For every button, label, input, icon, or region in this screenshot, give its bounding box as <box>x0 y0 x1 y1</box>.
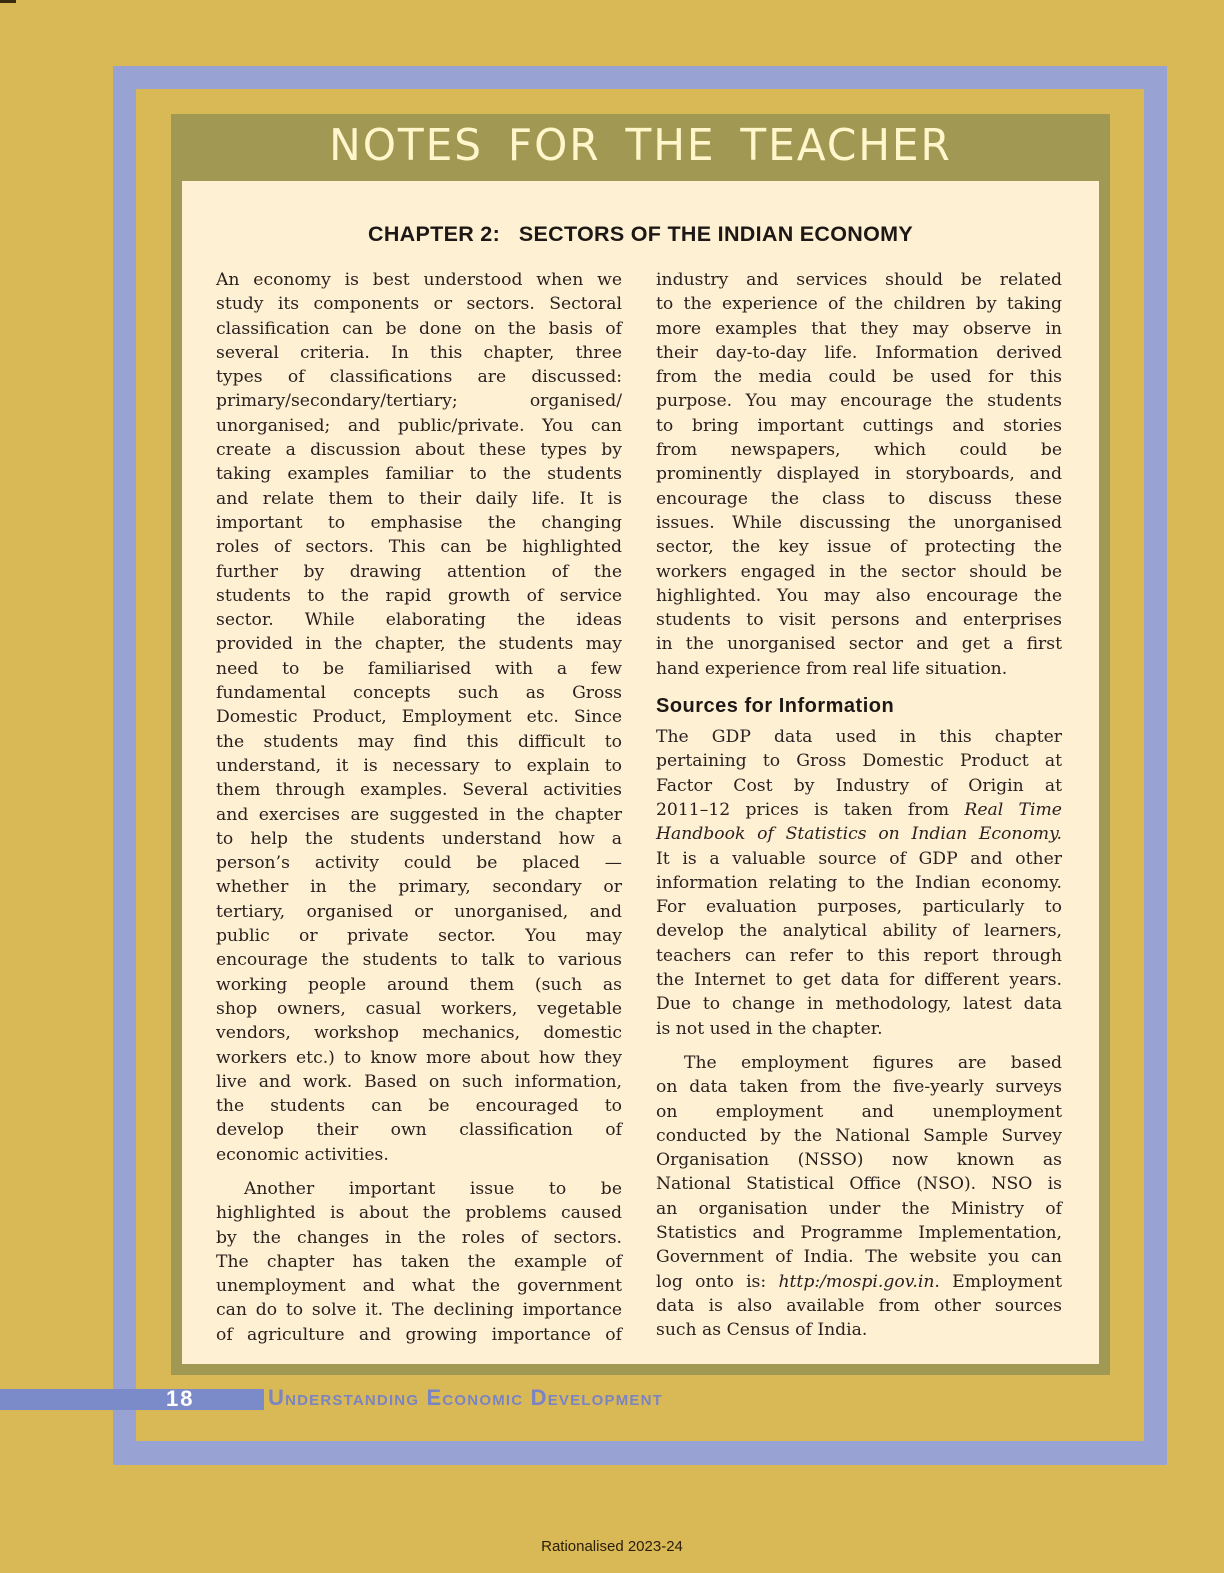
text-line: is not used in the chapter. <box>656 1018 883 1039</box>
text-line: an organisation under the Ministry of <box>656 1198 1062 1219</box>
running-footer-book-title: Understanding Economic Development <box>268 1385 664 1410</box>
book-title-italic: Real Time <box>964 799 1062 820</box>
text-line: whether in the primary, secondary or <box>216 877 622 898</box>
text-line: information relating to the Indian economy. <box>656 872 1062 893</box>
text-line: types of classifications are discussed: <box>216 367 622 388</box>
text-line: study its components or sectors. Sectoral <box>216 294 622 315</box>
text-line: sector. While elaborating the ideas <box>216 610 622 631</box>
text-line: encourage the class to discuss these <box>656 488 1062 509</box>
text-line: and relate them to their daily life. It is <box>216 488 622 509</box>
text-line: on employment and unemployment <box>656 1101 1062 1122</box>
text-line: the students may find this difficult to <box>216 731 622 752</box>
text-line: Another important issue to be <box>244 1178 622 1199</box>
text-line: to bring important cuttings and stories <box>656 415 1062 436</box>
chapter-heading: CHAPTER 2: SECTORS OF THE INDIAN ECONOMY <box>368 222 913 246</box>
text-line: tertiary, organised or unorganised, and <box>216 901 622 922</box>
text-line: understand, it is necessary to explain to <box>216 755 622 776</box>
text-line: develop the analytical ability of learners, <box>656 921 1062 942</box>
text-line: more examples that they may observe in <box>656 318 1062 339</box>
text-fragment: . Employment <box>934 1271 1062 1292</box>
text-line: several criteria. In this chapter, three <box>216 342 622 363</box>
text-line <box>656 1270 1062 1294</box>
left-column <box>216 268 622 1347</box>
crop-mark <box>0 0 16 3</box>
paragraph-gdp-sources <box>656 725 1062 1041</box>
text-line: industry and services should be related <box>656 270 1062 290</box>
text-line <box>656 822 1062 846</box>
text-line: The GDP data used in this chapter <box>656 727 1062 748</box>
text-line: live and work. Based on such information, <box>216 1071 622 1092</box>
rationalised-note: Rationalised 2023-24 <box>541 1538 683 1555</box>
text-line: It is a valuable source of GDP and other <box>656 848 1062 869</box>
text-fragment: log onto is: <box>656 1271 779 1292</box>
website-link[interactable]: http:/mospi.gov.in <box>778 1271 935 1292</box>
sources-heading: Sources for Information <box>656 695 895 718</box>
text-line: hand experience from real life situation. <box>656 658 1008 679</box>
text-line: vendors, workshop mechanics, domestic <box>216 1023 622 1044</box>
text-line: Factor Cost by Industry of Origin at <box>656 775 1062 796</box>
text-line: to help the students understand how a <box>216 828 622 849</box>
text-line: pertaining to Gross Domestic Product at <box>656 751 1062 772</box>
text-line: purpose. You may encourage the students <box>656 391 1062 412</box>
text-line: students to the rapid growth of service <box>216 585 622 606</box>
text-line <box>656 798 1062 822</box>
text-line: workers etc.) to know more about how they <box>216 1047 622 1068</box>
text-line: the students can be encouraged to <box>216 1096 622 1117</box>
paragraph-employment <box>656 1051 1062 1343</box>
text-line: data is also available from other sources <box>656 1295 1062 1316</box>
text-line: by the changes in the roles of sectors. <box>216 1227 622 1248</box>
text-line: need to be familiarised with a few <box>216 658 622 679</box>
text-line: provided in the chapter, the students may <box>216 634 622 655</box>
text-line: unorganised; and public/private. You can <box>216 415 622 436</box>
text-line: fundamental concepts such as Gross <box>216 683 622 704</box>
text-line: the Internet to get data for different years. <box>656 970 1062 991</box>
text-line: economic activities. <box>216 1144 389 1165</box>
text-line: National Statistical Office (NSO). NSO is <box>656 1174 1062 1195</box>
text-line: on data taken from the five-yearly surveys <box>656 1077 1062 1098</box>
text-line: Statistics and Programme Implementation, <box>656 1222 1062 1243</box>
text-fragment: 2011–12 prices is taken from <box>656 799 965 820</box>
text-line: roles of sectors. This can be highlighted <box>216 537 622 558</box>
text-line: from the media could be used for this <box>656 367 1062 388</box>
text-line: working people around them (such as <box>216 974 622 995</box>
text-line: such as Census of India. <box>656 1320 868 1341</box>
paragraph-intro <box>216 268 622 1167</box>
text-line: taking examples familiar to the students <box>216 464 622 485</box>
text-line: in the unorganised sector and get a first <box>656 634 1062 655</box>
text-line: unemployment and what the government <box>216 1276 622 1297</box>
text-line: prominently displayed in storyboards, and <box>656 464 1062 485</box>
text-line: issues. While discussing the unorganised <box>656 512 1062 533</box>
text-line: shop owners, casual workers, vegetable <box>216 998 622 1019</box>
text-line: primary/secondary/tertiary; organised/ <box>216 391 622 412</box>
page-title: NOTES FOR THE TEACHER <box>329 120 952 171</box>
text-line: further by drawing attention of the <box>216 561 622 582</box>
page-number: 18 <box>166 1386 195 1411</box>
text-line: conducted by the National Sample Survey <box>656 1125 1062 1146</box>
text-line: Government of India. The website you can <box>656 1247 1062 1268</box>
text-line: can do to solve it. The declining importance <box>216 1300 622 1321</box>
right-column <box>656 268 1062 1342</box>
text-line: highlighted. You may also encourage the <box>656 585 1062 606</box>
text-line: Domestic Product, Employment etc. Since <box>216 707 622 728</box>
book-title-italic: Handbook of Statistics on Indian Economy. <box>656 824 1062 845</box>
text-line: encourage the students to talk to various <box>216 950 622 971</box>
text-line: highlighted is about the problems caused <box>216 1203 622 1224</box>
text-line: their day-to-day life. Information derived <box>656 342 1062 363</box>
text-line: teachers can refer to this report through <box>656 945 1062 966</box>
text-line: workers engaged in the sector should be <box>656 561 1062 582</box>
text-line: to the experience of the children by taking <box>656 294 1062 315</box>
text-line: classification can be done on the basis of <box>216 318 622 339</box>
text-line: person’s activity could be placed — <box>216 853 622 874</box>
text-line: Organisation (NSSO) now known as <box>656 1150 1062 1171</box>
text-line: from newspapers, which could be <box>656 440 1062 461</box>
text-line: For evaluation purposes, particularly to <box>656 897 1062 918</box>
text-line: An economy is best understood when we <box>216 270 622 290</box>
text-line: and exercises are suggested in the chapter <box>216 804 622 825</box>
paragraph-another-issue <box>216 1177 622 1347</box>
paragraph-continued <box>656 268 1062 681</box>
text-line: of agriculture and growing importance of <box>216 1324 622 1345</box>
text-line: them through examples. Several activities <box>216 780 622 801</box>
text-line: The employment figures are based <box>684 1052 1062 1073</box>
text-line: develop their own classification of <box>216 1120 622 1141</box>
page-number-band <box>0 1389 264 1410</box>
text-line: The chapter has taken the example of <box>216 1251 622 1272</box>
text-line: public or private sector. You may <box>216 926 622 947</box>
text-line: students to visit persons and enterprises <box>656 610 1062 631</box>
text-line: Due to change in methodology, latest data <box>656 994 1062 1015</box>
text-line: create a discussion about these types by <box>216 440 622 461</box>
text-line: sector, the key issue of protecting the <box>656 537 1062 558</box>
text-line: important to emphasise the changing <box>216 512 622 533</box>
